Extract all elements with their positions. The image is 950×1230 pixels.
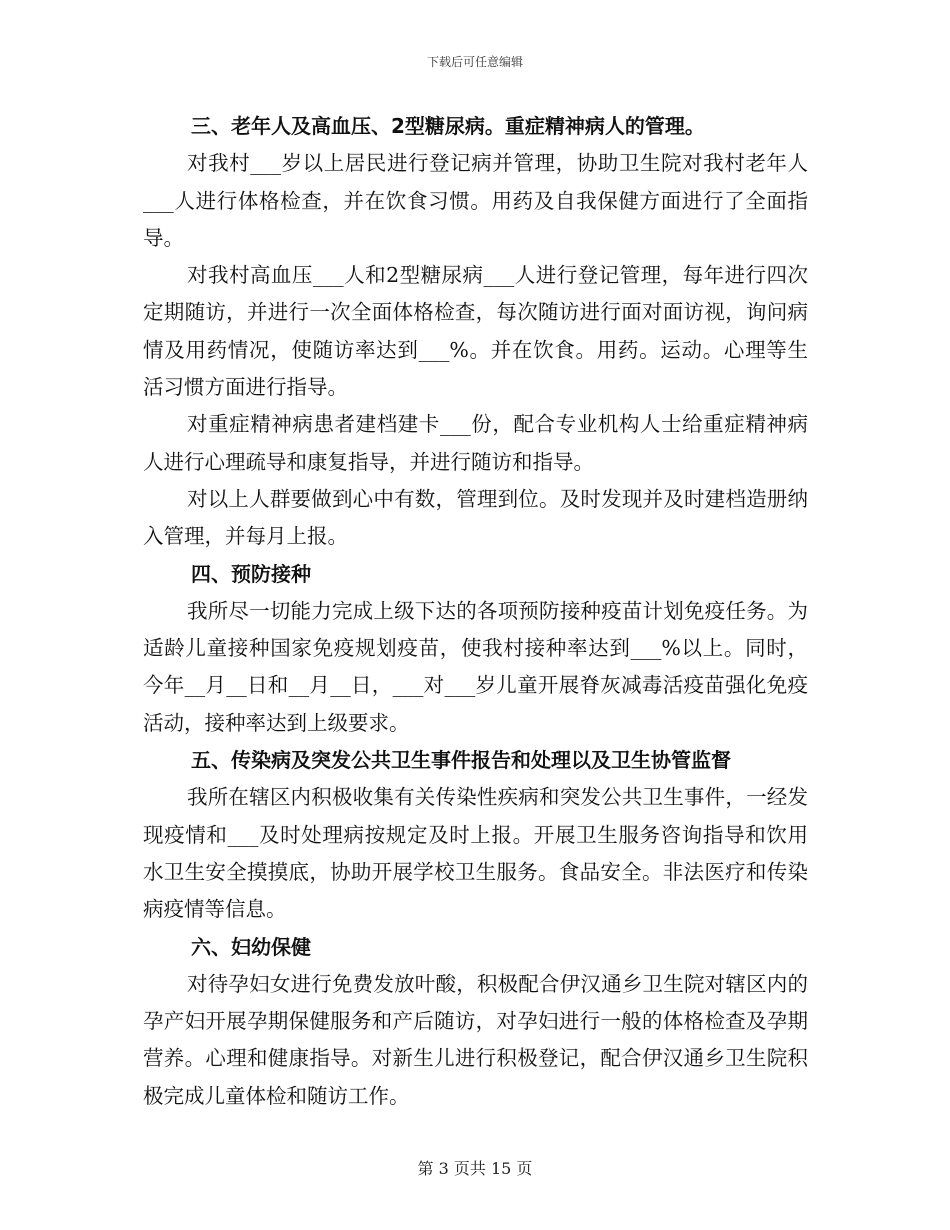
section-maternal-child: [143, 929, 808, 1115]
section-heading: 四、预防接种: [191, 561, 311, 586]
page-footer: 第 3 页共 15 页: [417, 1159, 533, 1178]
paragraph: 对待孕妇女进行免费发放叶酸，积极配合伊汉通乡卫生院对辖区内的孕产妇开展孕期保健服务和产后随访，对孕妇进行一般的体格检查及孕期营养。心理和健康指导。对新生儿进行积极登记，配合伊汉通乡卫生院积极完成儿童体检和随访工作。: [143, 971, 808, 1108]
paragraph: 对我村高血压___人和2型糖尿病___人进行登记管理，每年进行四次定期随访，并进行一次全面体格检查，每次随访进行面对面访视，询问病情及用药情况，使随访率达到___%。并在饮食。用药。运动。心理等生活习惯方面进行指导。: [143, 263, 808, 400]
paragraph: 我所在辖区内积极收集有关传染性疾病和突发公共卫生事件，一经发现疫情和___及时处理病按规定及时上报。开展卫生服务咨询指导和饮用水卫生安全摸摸底，协助开展学校卫生服务。食品安全。非法医疗和传染病疫情等信息。: [143, 785, 808, 922]
paragraph: 我所尽一切能力完成上级下达的各项预防接种疫苗计划免疫任务。为适龄儿童接种国家免疫规划疫苗，使我村接种率达到___%以上。同时，今年__月__日和__月__日，___对___岁儿童开展脊灰减毒活疫苗强化免疫活动，接种率达到上级要求。: [143, 598, 808, 735]
section-heading: 三、老年人及高血压、2型糖尿病。重症精神病人的管理。: [191, 114, 705, 138]
section-vaccination: [143, 556, 808, 742]
paragraph: 对我村___岁以上居民进行登记病并管理，协助卫生院对我村老年人___人进行体格检查，并在饮食习惯。用药及自我保健方面进行了全面指导。: [143, 151, 808, 250]
section-heading: 六、妇幼保健: [191, 934, 311, 959]
document-body: [143, 108, 808, 1115]
section-infectious-disease: [143, 742, 808, 928]
paragraph: 对重症精神病患者建档建卡___份，配合专业机构人士给重症精神病人进行心理疏导和康复指导，并进行随访和指导。: [143, 412, 808, 474]
paragraph: 对以上人群要做到心中有数，管理到位。及时发现并及时建档造册纳入管理，并每月上报。: [143, 486, 808, 549]
section-heading: 五、传染病及突发公共卫生事件报告和处理以及卫生协管监督: [191, 748, 731, 773]
page-header: 下载后可任意编辑: [426, 55, 523, 69]
section-elderly-chronic: [143, 108, 808, 556]
